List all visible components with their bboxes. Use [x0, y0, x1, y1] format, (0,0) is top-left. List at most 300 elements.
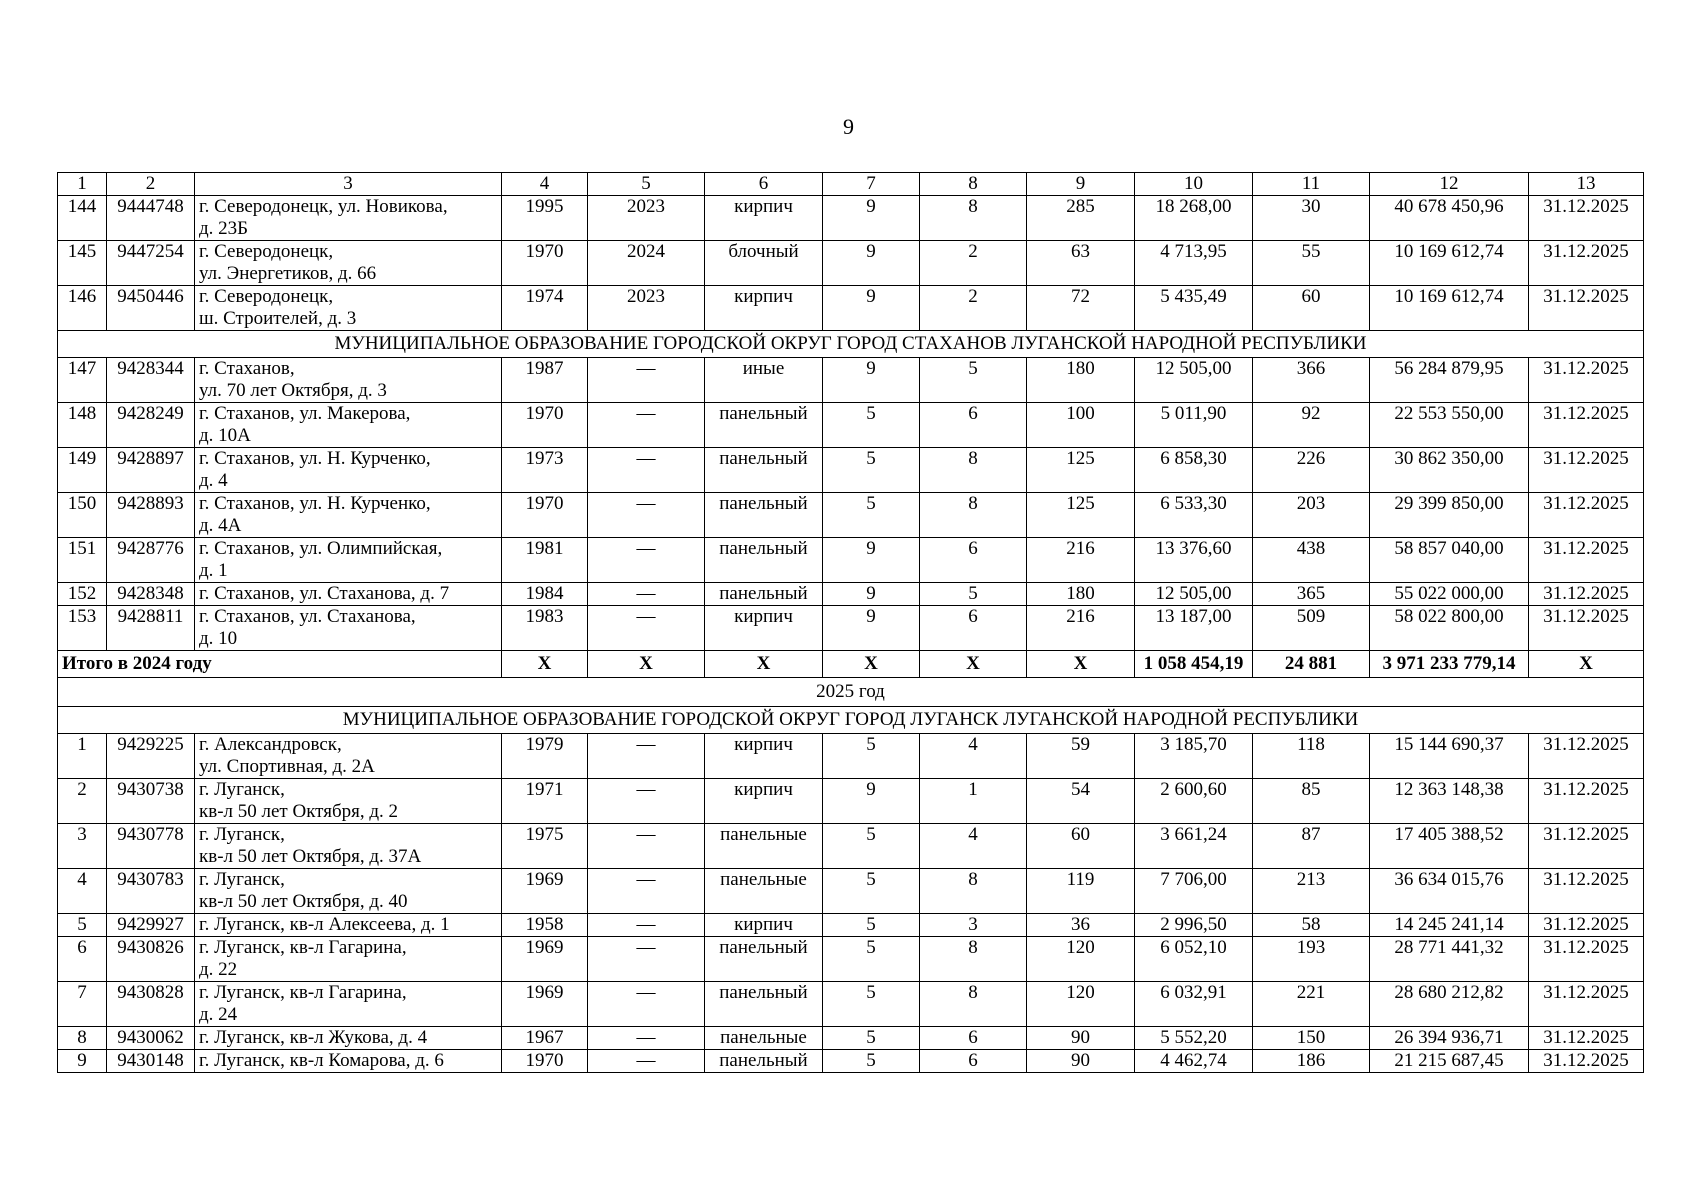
deadline-cell: 31.12.2025: [1529, 1050, 1644, 1073]
column-number-cell: 5: [588, 173, 705, 196]
municipality-heading-row: [58, 707, 1644, 734]
address-cell: [195, 734, 502, 779]
total-value-cell: X: [502, 651, 588, 678]
address-text: г. Стаханов, ул. Стаханова, д. 10: [199, 606, 416, 649]
area-cell: 4 713,95: [1135, 241, 1253, 286]
table-row: [58, 1050, 1644, 1073]
address-text: г. Луганск, кв-л Алексеева, д. 1: [199, 914, 450, 935]
apartments-cell: 119: [1027, 869, 1135, 914]
area-cell: 5 552,20: [1135, 1027, 1253, 1050]
house-id-cell: 9430148: [107, 1050, 195, 1073]
cost-cell: 29 399 850,00: [1370, 493, 1529, 538]
year-built-cell: 1969: [502, 982, 588, 1027]
total-value-cell: X: [920, 651, 1027, 678]
last-repair-year-cell: 2023: [588, 286, 705, 331]
table-row: [58, 937, 1644, 982]
apartments-cell: 90: [1027, 1027, 1135, 1050]
municipality-heading-row: [58, 331, 1644, 358]
row-number-cell: 5: [58, 914, 107, 937]
house-id-cell: 9430062: [107, 1027, 195, 1050]
area-cell: 6 052,10: [1135, 937, 1253, 982]
wall-material-cell: кирпич: [705, 779, 823, 824]
area-cell: 6 533,30: [1135, 493, 1253, 538]
residents-cell: 55: [1253, 241, 1370, 286]
area-cell: 7 706,00: [1135, 869, 1253, 914]
total-value-cell: 1 058 454,19: [1135, 651, 1253, 678]
wall-material-cell: кирпич: [705, 196, 823, 241]
address-text: г. Стаханов, ул. Н. Курченко, д. 4: [199, 448, 431, 491]
residents-cell: 60: [1253, 286, 1370, 331]
area-cell: 2 600,60: [1135, 779, 1253, 824]
address-text: г. Луганск, кв-л 50 лет Октября, д. 2: [199, 779, 399, 822]
address-text: г. Луганск, кв-л 50 лет Октября, д. 40: [199, 869, 408, 912]
total-value-cell: X: [705, 651, 823, 678]
row-number-cell: 152: [58, 583, 107, 606]
last-repair-year-cell: —: [588, 606, 705, 651]
cost-cell: 36 634 015,76: [1370, 869, 1529, 914]
column-number-cell: 12: [1370, 173, 1529, 196]
last-repair-year-cell: 2024: [588, 241, 705, 286]
entrances-cell: 5: [920, 358, 1027, 403]
last-repair-year-cell: —: [588, 1050, 705, 1073]
cost-cell: 15 144 690,37: [1370, 734, 1529, 779]
row-number-cell: 151: [58, 538, 107, 583]
deadline-cell: 31.12.2025: [1529, 583, 1644, 606]
house-id-cell: 9450446: [107, 286, 195, 331]
deadline-cell: 31.12.2025: [1529, 493, 1644, 538]
last-repair-year-cell: —: [588, 448, 705, 493]
entrances-cell: 1: [920, 779, 1027, 824]
table-row: [58, 824, 1644, 869]
row-number-cell: 146: [58, 286, 107, 331]
residents-cell: 58: [1253, 914, 1370, 937]
apartments-cell: 180: [1027, 358, 1135, 403]
address-cell: [195, 583, 502, 606]
year-built-cell: 1970: [502, 493, 588, 538]
table-row: [58, 779, 1644, 824]
wall-material-cell: кирпич: [705, 734, 823, 779]
wall-material-cell: панельный: [705, 583, 823, 606]
column-number-cell: 2: [107, 173, 195, 196]
address-cell: [195, 937, 502, 982]
deadline-cell: 31.12.2025: [1529, 779, 1644, 824]
house-id-cell: 9428811: [107, 606, 195, 651]
year-built-cell: 1971: [502, 779, 588, 824]
total-value-cell: X: [1027, 651, 1135, 678]
entrances-cell: 3: [920, 914, 1027, 937]
area-cell: 5 011,90: [1135, 403, 1253, 448]
table-row: [58, 286, 1644, 331]
wall-material-cell: панельные: [705, 824, 823, 869]
apartments-cell: 54: [1027, 779, 1135, 824]
residents-cell: 85: [1253, 779, 1370, 824]
area-cell: 5 435,49: [1135, 286, 1253, 331]
deadline-cell: 31.12.2025: [1529, 358, 1644, 403]
total-label: Итого в 2024 году: [58, 651, 502, 678]
floors-cell: 9: [823, 196, 920, 241]
wall-material-cell: панельный: [705, 937, 823, 982]
wall-material-cell: панельный: [705, 493, 823, 538]
residents-cell: 365: [1253, 583, 1370, 606]
column-number-cell: 3: [195, 173, 502, 196]
address-cell: [195, 196, 502, 241]
address-text: г. Луганск, кв-л Жукова, д. 4: [199, 1027, 428, 1048]
residents-cell: 213: [1253, 869, 1370, 914]
apartments-cell: 120: [1027, 982, 1135, 1027]
area-cell: 13 376,60: [1135, 538, 1253, 583]
address-cell: [195, 1050, 502, 1073]
floors-cell: 5: [823, 937, 920, 982]
year-heading-row: [58, 678, 1644, 707]
residents-cell: 30: [1253, 196, 1370, 241]
column-number-cell: 8: [920, 173, 1027, 196]
apartments-cell: 36: [1027, 914, 1135, 937]
address-cell: [195, 1027, 502, 1050]
address-cell: [195, 982, 502, 1027]
apartments-cell: 90: [1027, 1050, 1135, 1073]
year-built-cell: 1979: [502, 734, 588, 779]
residents-cell: 438: [1253, 538, 1370, 583]
row-number-cell: 7: [58, 982, 107, 1027]
address-text: г. Луганск, кв-л Гагарина, д. 24: [199, 982, 407, 1025]
cost-cell: 56 284 879,95: [1370, 358, 1529, 403]
area-cell: 13 187,00: [1135, 606, 1253, 651]
cost-cell: 28 771 441,32: [1370, 937, 1529, 982]
column-number-row: [58, 173, 1644, 196]
house-id-cell: 9428344: [107, 358, 195, 403]
year-built-cell: 1967: [502, 1027, 588, 1050]
apartments-cell: 216: [1027, 538, 1135, 583]
floors-cell: 5: [823, 734, 920, 779]
floors-cell: 9: [823, 583, 920, 606]
apartments-cell: 100: [1027, 403, 1135, 448]
house-id-cell: 9428249: [107, 403, 195, 448]
row-number-cell: 9: [58, 1050, 107, 1073]
column-number-cell: 10: [1135, 173, 1253, 196]
house-id-cell: 9430828: [107, 982, 195, 1027]
address-cell: [195, 538, 502, 583]
wall-material-cell: панельный: [705, 538, 823, 583]
column-number-cell: 9: [1027, 173, 1135, 196]
floors-cell: 9: [823, 538, 920, 583]
last-repair-year-cell: —: [588, 583, 705, 606]
year-built-cell: 1958: [502, 914, 588, 937]
total-row: [58, 651, 1644, 678]
deadline-cell: 31.12.2025: [1529, 448, 1644, 493]
address-text: г. Александровск, ул. Спортивная, д. 2А: [199, 734, 375, 777]
house-id-cell: 9430738: [107, 779, 195, 824]
apartments-cell: 72: [1027, 286, 1135, 331]
table-row: [58, 448, 1644, 493]
entrances-cell: 5: [920, 583, 1027, 606]
area-cell: 3 661,24: [1135, 824, 1253, 869]
year-built-cell: 1995: [502, 196, 588, 241]
address-text: г. Луганск, кв-л Гагарина, д. 22: [199, 937, 407, 980]
deadline-cell: 31.12.2025: [1529, 869, 1644, 914]
last-repair-year-cell: 2023: [588, 196, 705, 241]
last-repair-year-cell: —: [588, 779, 705, 824]
area-cell: 12 505,00: [1135, 358, 1253, 403]
year-built-cell: 1981: [502, 538, 588, 583]
column-number-cell: 7: [823, 173, 920, 196]
house-id-cell: 9430783: [107, 869, 195, 914]
floors-cell: 5: [823, 914, 920, 937]
deadline-cell: 31.12.2025: [1529, 403, 1644, 448]
cost-cell: 55 022 000,00: [1370, 583, 1529, 606]
address-text: г. Стаханов, ул. Стаханова, д. 7: [199, 583, 450, 604]
area-cell: 6 858,30: [1135, 448, 1253, 493]
last-repair-year-cell: —: [588, 734, 705, 779]
deadline-cell: 31.12.2025: [1529, 982, 1644, 1027]
year-built-cell: 1973: [502, 448, 588, 493]
deadline-cell: 31.12.2025: [1529, 734, 1644, 779]
residents-cell: 92: [1253, 403, 1370, 448]
apartments-cell: 120: [1027, 937, 1135, 982]
row-number-cell: 4: [58, 869, 107, 914]
wall-material-cell: панельный: [705, 982, 823, 1027]
table-row: [58, 358, 1644, 403]
area-cell: 6 032,91: [1135, 982, 1253, 1027]
table-row: [58, 583, 1644, 606]
house-id-cell: 9430778: [107, 824, 195, 869]
last-repair-year-cell: —: [588, 538, 705, 583]
last-repair-year-cell: —: [588, 1027, 705, 1050]
last-repair-year-cell: —: [588, 493, 705, 538]
row-number-cell: 150: [58, 493, 107, 538]
address-cell: [195, 914, 502, 937]
cost-cell: 40 678 450,96: [1370, 196, 1529, 241]
cost-cell: 21 215 687,45: [1370, 1050, 1529, 1073]
table-row: [58, 493, 1644, 538]
entrances-cell: 6: [920, 538, 1027, 583]
last-repair-year-cell: —: [588, 403, 705, 448]
total-value-cell: 3 971 233 779,14: [1370, 651, 1529, 678]
column-number-cell: 6: [705, 173, 823, 196]
floors-cell: 5: [823, 1050, 920, 1073]
address-cell: [195, 358, 502, 403]
house-id-cell: 9444748: [107, 196, 195, 241]
entrances-cell: 8: [920, 869, 1027, 914]
apartments-cell: 180: [1027, 583, 1135, 606]
row-number-cell: 144: [58, 196, 107, 241]
wall-material-cell: панельный: [705, 403, 823, 448]
residents-cell: 366: [1253, 358, 1370, 403]
row-number-cell: 148: [58, 403, 107, 448]
residents-cell: 221: [1253, 982, 1370, 1027]
table-row: [58, 241, 1644, 286]
floors-cell: 9: [823, 286, 920, 331]
residents-cell: 193: [1253, 937, 1370, 982]
address-text: г. Стаханов, ул. Олимпийская, д. 1: [199, 538, 443, 581]
address-cell: [195, 606, 502, 651]
address-text: г. Северодонецк, ул. Новикова, д. 23Б: [199, 196, 448, 239]
year-built-cell: 1974: [502, 286, 588, 331]
deadline-cell: 31.12.2025: [1529, 824, 1644, 869]
municipality-heading: МУНИЦИПАЛЬНОЕ ОБРАЗОВАНИЕ ГОРОДСКОЙ ОКРУГ ГОРОД ЛУГАНСК ЛУГАНСКОЙ НАРОДНОЙ РЕСПУБЛИКИ: [58, 707, 1644, 734]
entrances-cell: 6: [920, 403, 1027, 448]
deadline-cell: 31.12.2025: [1529, 241, 1644, 286]
total-value-cell: X: [823, 651, 920, 678]
table-row: [58, 734, 1644, 779]
table-row: [58, 869, 1644, 914]
area-cell: 2 996,50: [1135, 914, 1253, 937]
year-built-cell: 1970: [502, 1050, 588, 1073]
deadline-cell: 31.12.2025: [1529, 286, 1644, 331]
last-repair-year-cell: —: [588, 937, 705, 982]
address-text: г. Северодонецк, ул. Энергетиков, д. 66: [199, 241, 377, 284]
apartments-cell: 59: [1027, 734, 1135, 779]
address-text: г. Луганск, кв-л 50 лет Октября, д. 37А: [199, 824, 422, 867]
address-cell: [195, 779, 502, 824]
entrances-cell: 8: [920, 196, 1027, 241]
total-value-cell: X: [588, 651, 705, 678]
year-built-cell: 1969: [502, 937, 588, 982]
entrances-cell: 2: [920, 286, 1027, 331]
last-repair-year-cell: —: [588, 358, 705, 403]
address-cell: [195, 869, 502, 914]
address-text: г. Северодонецк, ш. Строителей, д. 3: [199, 286, 357, 329]
area-cell: 4 462,74: [1135, 1050, 1253, 1073]
housing-registry-table: [57, 172, 1644, 1073]
house-id-cell: 9447254: [107, 241, 195, 286]
wall-material-cell: блочный: [705, 241, 823, 286]
row-number-cell: 147: [58, 358, 107, 403]
cost-cell: 58 022 800,00: [1370, 606, 1529, 651]
wall-material-cell: кирпич: [705, 286, 823, 331]
year-built-cell: 1970: [502, 241, 588, 286]
table-row: [58, 403, 1644, 448]
entrances-cell: 8: [920, 448, 1027, 493]
table-row: [58, 606, 1644, 651]
entrances-cell: 6: [920, 1027, 1027, 1050]
wall-material-cell: панельный: [705, 448, 823, 493]
house-id-cell: 9428348: [107, 583, 195, 606]
row-number-cell: 1: [58, 734, 107, 779]
house-id-cell: 9428897: [107, 448, 195, 493]
address-text: г. Стаханов, ул. 70 лет Октября, д. 3: [199, 358, 387, 401]
column-number-cell: 11: [1253, 173, 1370, 196]
address-cell: [195, 493, 502, 538]
residents-cell: 509: [1253, 606, 1370, 651]
entrances-cell: 6: [920, 606, 1027, 651]
residents-cell: 186: [1253, 1050, 1370, 1073]
entrances-cell: 4: [920, 824, 1027, 869]
last-repair-year-cell: —: [588, 869, 705, 914]
apartments-cell: 285: [1027, 196, 1135, 241]
apartments-cell: 63: [1027, 241, 1135, 286]
table-row: [58, 196, 1644, 241]
deadline-cell: 31.12.2025: [1529, 1027, 1644, 1050]
floors-cell: 5: [823, 1027, 920, 1050]
wall-material-cell: панельные: [705, 869, 823, 914]
row-number-cell: 3: [58, 824, 107, 869]
cost-cell: 17 405 388,52: [1370, 824, 1529, 869]
house-id-cell: 9429927: [107, 914, 195, 937]
floors-cell: 5: [823, 403, 920, 448]
last-repair-year-cell: —: [588, 982, 705, 1027]
column-number-cell: 13: [1529, 173, 1644, 196]
deadline-cell: 31.12.2025: [1529, 538, 1644, 583]
cost-cell: 22 553 550,00: [1370, 403, 1529, 448]
municipality-heading: МУНИЦИПАЛЬНОЕ ОБРАЗОВАНИЕ ГОРОДСКОЙ ОКРУГ ГОРОД СТАХАНОВ ЛУГАНСКОЙ НАРОДНОЙ РЕСПУБЛИКИ: [58, 331, 1644, 358]
cost-cell: 14 245 241,14: [1370, 914, 1529, 937]
address-text: г. Стаханов, ул. Н. Курченко, д. 4А: [199, 493, 431, 536]
area-cell: 3 185,70: [1135, 734, 1253, 779]
cost-cell: 26 394 936,71: [1370, 1027, 1529, 1050]
deadline-cell: 31.12.2025: [1529, 914, 1644, 937]
address-cell: [195, 286, 502, 331]
last-repair-year-cell: —: [588, 914, 705, 937]
page-number: 9: [843, 114, 854, 139]
address-cell: [195, 448, 502, 493]
floors-cell: 5: [823, 824, 920, 869]
year-built-cell: 1970: [502, 403, 588, 448]
last-repair-year-cell: —: [588, 824, 705, 869]
area-cell: 18 268,00: [1135, 196, 1253, 241]
address-cell: [195, 241, 502, 286]
deadline-cell: 31.12.2025: [1529, 606, 1644, 651]
address-text: г. Стаханов, ул. Макерова, д. 10А: [199, 403, 411, 446]
floors-cell: 9: [823, 241, 920, 286]
row-number-cell: 2: [58, 779, 107, 824]
row-number-cell: 149: [58, 448, 107, 493]
house-id-cell: 9428893: [107, 493, 195, 538]
table-row: [58, 1027, 1644, 1050]
year-built-cell: 1983: [502, 606, 588, 651]
year-built-cell: 1975: [502, 824, 588, 869]
floors-cell: 9: [823, 358, 920, 403]
cost-cell: 10 169 612,74: [1370, 286, 1529, 331]
year-heading: 2025 год: [58, 678, 1644, 707]
wall-material-cell: панельные: [705, 1027, 823, 1050]
column-number-cell: 1: [58, 173, 107, 196]
apartments-cell: 125: [1027, 448, 1135, 493]
column-number-cell: 4: [502, 173, 588, 196]
year-built-cell: 1984: [502, 583, 588, 606]
house-id-cell: 9428776: [107, 538, 195, 583]
cost-cell: 30 862 350,00: [1370, 448, 1529, 493]
cost-cell: 28 680 212,82: [1370, 982, 1529, 1027]
area-cell: 12 505,00: [1135, 583, 1253, 606]
total-value-cell: X: [1529, 651, 1644, 678]
address-cell: [195, 403, 502, 448]
table-row: [58, 538, 1644, 583]
residents-cell: 203: [1253, 493, 1370, 538]
entrances-cell: 8: [920, 493, 1027, 538]
entrances-cell: 8: [920, 937, 1027, 982]
residents-cell: 118: [1253, 734, 1370, 779]
year-built-cell: 1969: [502, 869, 588, 914]
address-cell: [195, 824, 502, 869]
floors-cell: 5: [823, 493, 920, 538]
entrances-cell: 8: [920, 982, 1027, 1027]
floors-cell: 5: [823, 448, 920, 493]
row-number-cell: 153: [58, 606, 107, 651]
entrances-cell: 2: [920, 241, 1027, 286]
deadline-cell: 31.12.2025: [1529, 196, 1644, 241]
residents-cell: 226: [1253, 448, 1370, 493]
table-row: [58, 982, 1644, 1027]
wall-material-cell: иные: [705, 358, 823, 403]
total-value-cell: 24 881: [1253, 651, 1370, 678]
year-built-cell: 1987: [502, 358, 588, 403]
entrances-cell: 6: [920, 1050, 1027, 1073]
floors-cell: 9: [823, 606, 920, 651]
wall-material-cell: кирпич: [705, 914, 823, 937]
deadline-cell: 31.12.2025: [1529, 937, 1644, 982]
table-body: [58, 173, 1644, 1073]
row-number-cell: 8: [58, 1027, 107, 1050]
